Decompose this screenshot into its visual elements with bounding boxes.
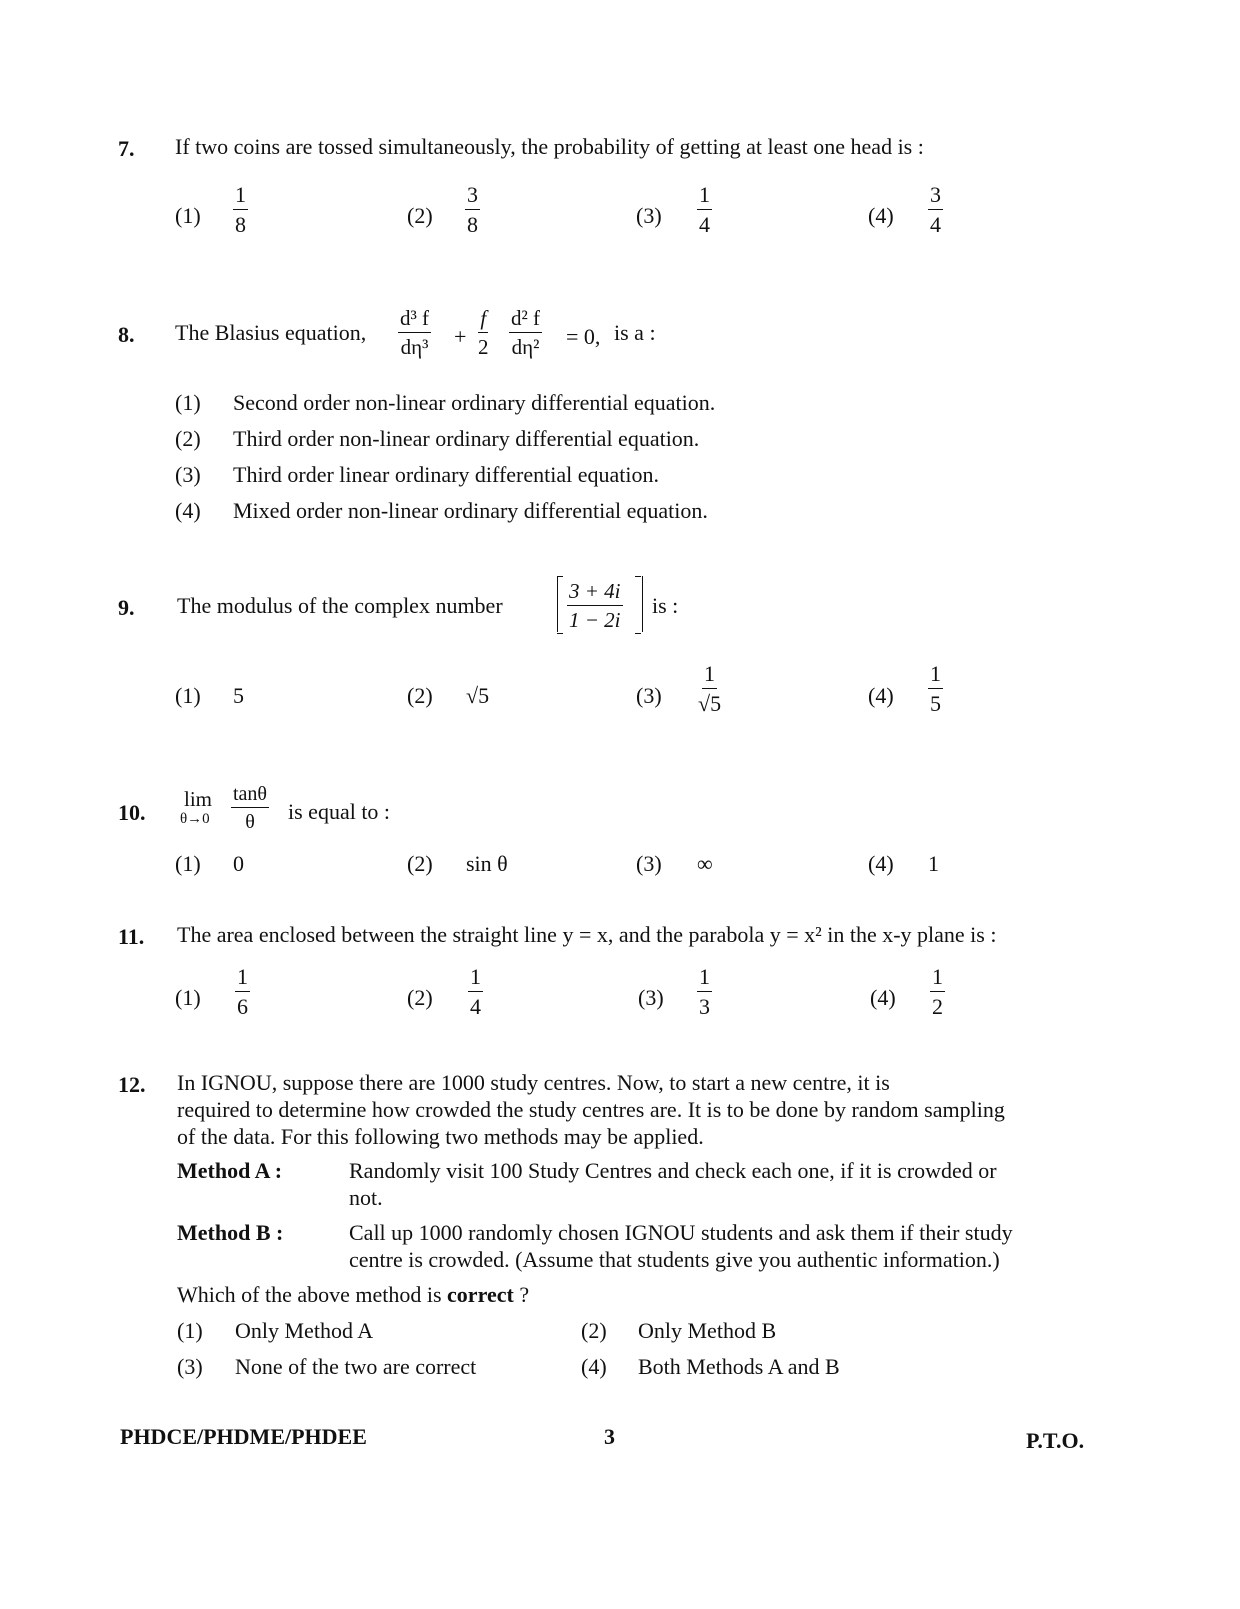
q9-option-3-fraction xyxy=(698,663,721,715)
q11-option-1-label: (1) xyxy=(175,985,201,1010)
q8-option-3-text: Third order linear ordinary differential equation. xyxy=(233,462,659,487)
q8-option-1-text: Second order non-linear ordinary differential equation. xyxy=(233,390,716,415)
q12-option-2-text: Only Method B xyxy=(638,1318,777,1343)
q12-question-bold: correct xyxy=(447,1282,514,1307)
q9-text-after: is : xyxy=(652,593,679,618)
question-9-text: The modulus of the complex number xyxy=(177,593,503,618)
q9-option-1-text: 5 xyxy=(233,683,244,708)
q11-option-3-label: (3) xyxy=(638,985,664,1010)
method-a-label: Method A : xyxy=(177,1158,283,1183)
denominator: dη² xyxy=(511,335,540,359)
question-10-number: 10. xyxy=(118,800,146,825)
question-11-text: The area enclosed between the straight line y = x, and the parabola y = x² in the x-y plane is : xyxy=(177,922,997,947)
q9-option-3-label: (3) xyxy=(636,683,662,708)
q11-option-1-fraction xyxy=(235,966,250,1018)
q11-option-4-label: (4) xyxy=(870,985,896,1010)
q8-eq-term1 xyxy=(398,308,431,358)
q9-option-2-text: √5 xyxy=(466,683,490,708)
q10-option-1-label: (1) xyxy=(175,851,201,876)
denominator: θ xyxy=(245,811,255,833)
denominator: 8 xyxy=(467,212,478,237)
denominator: 6 xyxy=(237,994,248,1019)
numerator: f xyxy=(478,308,488,333)
q12-para-line-2: required to determine how crowded the study centres are. It is to be done by random sampling xyxy=(177,1097,1005,1122)
q10-option-3-text: ∞ xyxy=(697,851,713,876)
q9-option-1-label: (1) xyxy=(175,683,201,708)
q10-option-2-label: (2) xyxy=(407,851,433,876)
q12-para-line-3: of the data. For this following two methods may be applied. xyxy=(177,1124,704,1149)
numerator: 3 xyxy=(465,184,480,210)
q8-option-2-text: Third order non-linear ordinary differential equation. xyxy=(233,426,700,451)
denominator: 2 xyxy=(932,994,943,1019)
method-b-label: Method B : xyxy=(177,1220,284,1245)
numerator: 1 xyxy=(928,663,943,689)
q8-eq-plus: + xyxy=(454,324,467,349)
q11-option-2-label: (2) xyxy=(407,985,433,1010)
q11-option-2-fraction xyxy=(468,966,483,1018)
numerator: 3 xyxy=(928,184,943,210)
q8-eq-term3 xyxy=(509,308,542,358)
q10-lim: lim xyxy=(184,787,213,811)
denominator: dη³ xyxy=(400,335,429,359)
q12-option-1-text: Only Method A xyxy=(235,1318,374,1343)
method-b-line-1: Call up 1000 randomly chosen IGNOU students and ask them if their study xyxy=(349,1220,1013,1245)
denominator: 4 xyxy=(699,212,710,237)
q12-option-4-label: (4) xyxy=(581,1354,607,1379)
q12-option-2-label: (2) xyxy=(581,1318,607,1343)
numerator: d³ f xyxy=(398,308,431,333)
numerator: 3 + 4i xyxy=(567,581,623,606)
q12-option-3-label: (3) xyxy=(177,1354,203,1379)
denominator: 4 xyxy=(930,212,941,237)
denominator: 3 xyxy=(699,994,710,1019)
denominator: √5 xyxy=(698,691,722,716)
denominator: 1 − 2i xyxy=(569,608,621,632)
numerator: 1 xyxy=(930,966,945,992)
q10-fraction xyxy=(231,784,269,832)
bracket-left-serifs xyxy=(557,576,563,634)
numerator: 1 xyxy=(233,184,248,210)
q12-question xyxy=(177,1282,529,1308)
q10-lim-subscript: θ→0 xyxy=(180,811,210,827)
q10-option-4-label: (4) xyxy=(868,851,894,876)
q7-option-2-fraction xyxy=(465,184,480,236)
question-8-number: 8. xyxy=(118,322,135,347)
q10-text-after: is equal to : xyxy=(288,799,391,824)
numerator: 1 xyxy=(702,663,717,689)
denominator: 5 xyxy=(930,691,941,716)
q7-option-4-fraction xyxy=(928,184,943,236)
numerator: 1 xyxy=(235,966,250,992)
q11-option-4-fraction xyxy=(930,966,945,1018)
q12-question-before: Which of the above method is xyxy=(177,1282,442,1307)
q9-option-4-label: (4) xyxy=(868,683,894,708)
footer-page-number: 3 xyxy=(604,1424,615,1449)
method-a-line-1: Randomly visit 100 Study Centres and check each one, if it is crowded or xyxy=(349,1158,997,1183)
q12-option-4-text: Both Methods A and B xyxy=(638,1354,840,1379)
q8-option-4-text: Mixed order non-linear ordinary differential equation. xyxy=(233,498,708,523)
numerator: 1 xyxy=(697,966,712,992)
footer-pto: P.T.O. xyxy=(1026,1428,1085,1453)
q10-option-1-text: 0 xyxy=(233,851,244,876)
q7-option-3-fraction xyxy=(697,184,712,236)
question-8-text: The Blasius equation, xyxy=(175,320,367,345)
q9-complex-fraction xyxy=(567,581,623,631)
q7-option-1-fraction xyxy=(233,184,248,236)
q9-option-4-fraction xyxy=(928,663,943,715)
q7-option-2-label: (2) xyxy=(407,203,433,228)
q10-option-3-label: (3) xyxy=(636,851,662,876)
q12-option-1-label: (1) xyxy=(177,1318,203,1343)
numerator: d² f xyxy=(509,308,542,333)
question-7-number: 7. xyxy=(118,136,135,161)
bracket-right-serifs xyxy=(635,576,641,634)
q7-option-3-label: (3) xyxy=(636,203,662,228)
numerator: tanθ xyxy=(231,784,269,808)
numerator: 1 xyxy=(697,184,712,210)
q8-option-2-label: (2) xyxy=(175,426,201,451)
q12-question-after: ? xyxy=(519,1282,530,1307)
denominator: 8 xyxy=(235,212,246,237)
q8-eq-rhs: = 0, xyxy=(566,324,601,349)
denominator: 4 xyxy=(470,994,481,1019)
q7-option-4-label: (4) xyxy=(868,203,894,228)
q10-option-2-text: sin θ xyxy=(466,851,508,876)
q7-option-1-label: (1) xyxy=(175,203,201,228)
question-12-number: 12. xyxy=(118,1072,146,1097)
q8-option-1-label: (1) xyxy=(175,390,201,415)
q8-eq-term2 xyxy=(478,308,489,358)
question-9-number: 9. xyxy=(118,595,135,620)
method-a-line-2: not. xyxy=(349,1185,383,1210)
q8-text-after: is a : xyxy=(614,320,656,345)
denominator: 2 xyxy=(478,335,489,359)
q11-option-3-fraction xyxy=(697,966,712,1018)
q12-para-line-1: In IGNOU, suppose there are 1000 study centres. Now, to start a new centre, it is xyxy=(177,1070,890,1095)
numerator: 1 xyxy=(468,966,483,992)
question-7-text: If two coins are tossed simultaneously, the probability of getting at least one head is : xyxy=(175,134,924,159)
q10-option-4-text: 1 xyxy=(928,851,939,876)
question-11-number: 11. xyxy=(118,924,145,949)
q12-option-3-text: None of the two are correct xyxy=(235,1354,477,1379)
footer-course-code: PHDCE/PHDME/PHDEE xyxy=(120,1424,367,1449)
q9-option-2-label: (2) xyxy=(407,683,433,708)
q8-option-4-label: (4) xyxy=(175,498,201,523)
method-b-line-2: centre is crowded. (Assume that students give you authentic information.) xyxy=(349,1247,1000,1272)
q8-option-3-label: (3) xyxy=(175,462,201,487)
